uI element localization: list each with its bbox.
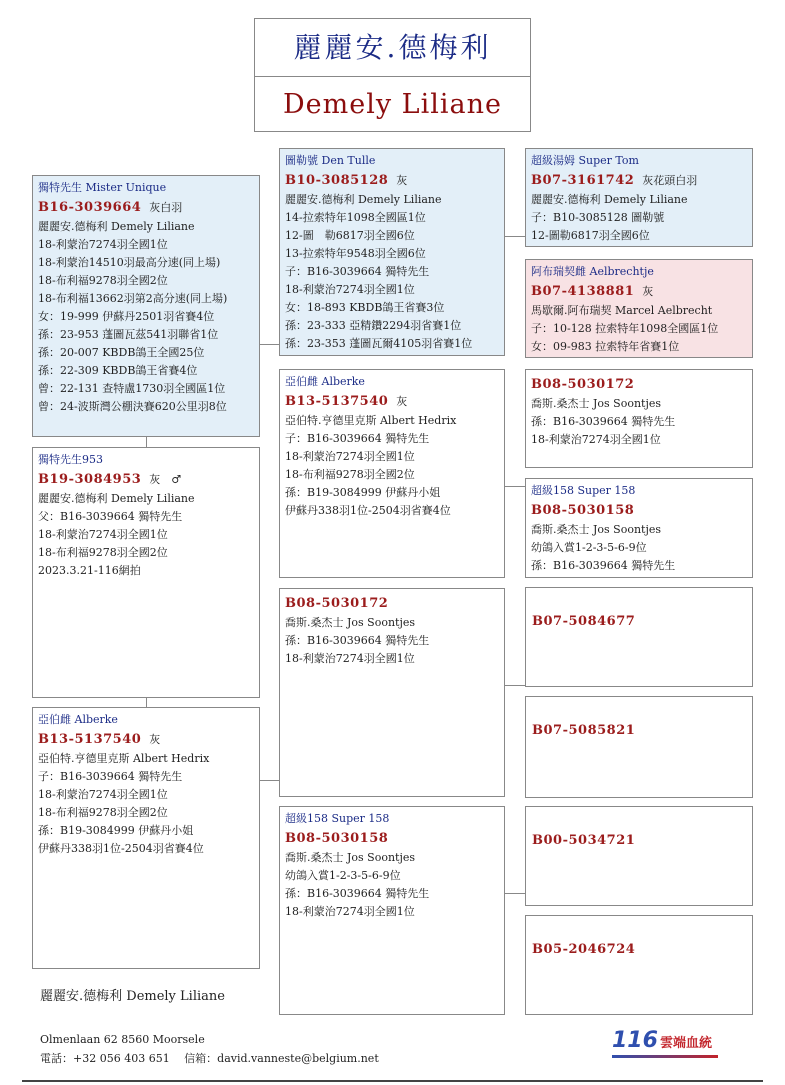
color-label: 灰	[396, 174, 408, 187]
title-english: Demely Liliane	[283, 89, 502, 120]
info-line: 麗麗安.德梅利 Demely Liliane	[285, 193, 442, 206]
pedigree-card-ssd[interactable]	[525, 259, 753, 358]
info-line: 18-布利福9278羽全國2位	[38, 806, 168, 819]
pedigree-card-dds[interactable]	[525, 806, 753, 906]
ring-number: B08-5030172	[285, 596, 389, 611]
ring-number: B07-5084677	[532, 614, 636, 629]
pedigree-title	[254, 18, 531, 132]
owner-contact: 電話：+32 056 403 651 信箱：david.vanneste@belgium.net	[40, 1052, 379, 1065]
info-line: 子：10-128 拉索特年1098全國區1位	[531, 322, 719, 335]
info-line: 子：B16-3039664 獨特先生	[285, 432, 430, 445]
info-line: 女：19-999 伊蘇丹2501羽省賽4位	[38, 310, 215, 323]
info-line: 18-利蒙治14510羽最高分速(同上場)	[38, 256, 221, 269]
logo-number: 116	[612, 1028, 658, 1053]
ring-number: B08-5030172	[531, 377, 635, 392]
ring-number: B08-5030158	[531, 503, 635, 518]
ring-number: B00-5034721	[532, 833, 636, 848]
info-line: 麗麗安.德梅利 Demely Liliane	[38, 220, 195, 233]
title-chinese: 麗麗安.德梅利	[255, 19, 530, 77]
color-label: 灰花頭白羽	[642, 174, 698, 187]
info-line: 18-利蒙治7274羽全國1位	[285, 450, 415, 463]
connector	[146, 698, 147, 707]
info-line: 喬斯.桑杰士 Jos Soontjes	[285, 616, 416, 629]
info-line: 幼鴿入賞1-2-3-5-6-9位	[285, 869, 401, 882]
owner-name: 麗麗安.德梅利 Demely Liliane	[40, 989, 225, 1004]
info-line: 父：B16-3039664 獨特先生	[38, 510, 183, 523]
info-line: 亞伯特.亨德里克斯 Albert Hedrix	[285, 414, 457, 427]
info-line: 女：18-893 KBDB鴿王省賽3位	[285, 301, 445, 314]
info-line: 喬斯.桑杰士 Jos Soontjes	[285, 851, 416, 864]
connector	[504, 685, 525, 686]
info-line: 亞伯特.亨德里克斯 Albert Hedrix	[38, 752, 210, 765]
pedigree-card-sds[interactable]	[525, 369, 753, 468]
info-line: 曾：24-波斯灣公棚決賽620公里羽8位	[38, 400, 227, 413]
info-line: 12-圖 勒6817羽全國6位	[285, 229, 415, 242]
info-line: 孫：23-333 亞精鑽2294羽省賽1位	[285, 319, 462, 332]
info-line: 喬斯.桑杰士 Jos Soontjes	[531, 523, 662, 536]
ring-number: B16-3039664	[38, 200, 142, 215]
info-line: 18-布利福9278羽全國2位	[38, 546, 168, 559]
info-line: 麗麗安.德梅利 Demely Liliane	[531, 193, 688, 206]
owner-address: Olmenlaan 62 8560 Moorsele	[40, 1033, 205, 1046]
ring-number: B10-3085128	[285, 173, 389, 188]
info-line: 孫：B19-3084999 伊蘇丹小姐	[38, 824, 194, 837]
info-line: 孫：B16-3039664 獨特先生	[531, 559, 676, 572]
info-line: 孫：20-007 KBDB鴿王全國25位	[38, 346, 205, 359]
pedigree-card-sire[interactable]	[32, 175, 260, 437]
pigeon-name: 獨特先生953	[38, 453, 103, 466]
connector	[504, 893, 525, 894]
info-line: 女：09-983 拉索特年省賽1位	[531, 340, 680, 353]
info-line: 子：B16-3039664 獨特先生	[285, 265, 430, 278]
pedigree-card-ddd[interactable]	[525, 915, 753, 1015]
info-line: 孫：22-309 KBDB鴿王省賽4位	[38, 364, 198, 377]
info-line: 喬斯.桑杰士 Jos Soontjes	[531, 397, 662, 410]
connector	[146, 437, 147, 447]
ring-number: B19-3084953	[38, 472, 142, 487]
info-line: 孫：23-953 蓬圖瓦茲541羽聯省1位	[38, 328, 219, 341]
info-line: 18-利蒙治7274羽全國1位	[38, 238, 168, 251]
pedigree-card-sire-dam[interactable]	[279, 369, 505, 578]
info-line: 曾：22-131 查特盧1730羽全國區1位	[38, 382, 226, 395]
info-line: 18-利蒙治7274羽全國1位	[38, 788, 168, 801]
info-line: 13-拉索特年9548羽全國6位	[285, 247, 426, 260]
pedigree-card-sdd[interactable]	[525, 478, 753, 578]
pedigree-card-dam[interactable]	[32, 707, 260, 969]
ring-number: B08-5030158	[285, 831, 389, 846]
pigeon-name: 超級158 Super 158	[285, 812, 390, 825]
info-line: 2023.3.21-116網拍	[38, 564, 141, 577]
info-line: 14-拉索特年1098全國區1位	[285, 211, 426, 224]
ring-number: B07-3161742	[531, 173, 635, 188]
logo-underline	[612, 1055, 718, 1058]
ring-number: B07-5085821	[532, 723, 636, 738]
color-label: 灰白羽	[149, 201, 183, 214]
connector	[504, 486, 525, 487]
pedigree-card-dam-sire[interactable]	[279, 588, 505, 797]
connector	[260, 780, 280, 781]
info-line: 18-布利福9278羽全國2位	[285, 468, 415, 481]
info-line: 幼鴿入賞1-2-3-5-6-9位	[531, 541, 647, 554]
pigeon-name: 超級湯姆 Super Tom	[531, 154, 639, 167]
info-line: 伊蘇丹338羽1位-2504羽省賽4位	[38, 842, 204, 855]
color-label: 灰	[642, 285, 654, 298]
info-line: 18-利蒙治7274羽全國1位	[285, 283, 415, 296]
info-line: 孫：B16-3039664 獨特先生	[285, 887, 430, 900]
pigeon-name: 阿布瑞契雌 Aelbrechtje	[531, 265, 654, 278]
info-line: 18-利蒙治7274羽全國1位	[38, 528, 168, 541]
connector	[260, 344, 280, 345]
info-line: 12-圖勒6817羽全國6位	[531, 229, 650, 242]
info-line: 18-布利福9278羽全國2位	[38, 274, 168, 287]
pigeon-name: 圖勒號 Den Tulle	[285, 154, 376, 167]
pedigree-card-subject[interactable]	[32, 447, 260, 698]
pigeon-name: 亞伯雌 Alberke	[38, 713, 118, 726]
color-sex-label: 灰 ♂	[149, 473, 182, 486]
info-line: 孫：B16-3039664 獨特先生	[531, 415, 676, 428]
info-line: 18-利蒙治7274羽全國1位	[285, 905, 415, 918]
connector	[504, 236, 525, 237]
ring-number: B07-4138881	[531, 284, 635, 299]
pigeon-name: 獨特先生 Mister Unique	[38, 181, 167, 194]
pedigree-card-sire-sire[interactable]	[279, 148, 505, 356]
pedigree-card-dsd[interactable]	[525, 696, 753, 798]
info-line: 伊蘇丹338羽1位-2504羽省賽4位	[285, 504, 451, 517]
info-line: 子：B10-3085128 圖勒號	[531, 211, 665, 224]
logo-text: 雲端血統	[659, 1036, 712, 1051]
pedigree-card-dam-dam[interactable]	[279, 806, 505, 1015]
info-line: 18-利蒙治7274羽全國1位	[285, 652, 415, 665]
ring-number: B05-2046724	[532, 942, 636, 957]
info-line: 18-利蒙治7274羽全國1位	[531, 433, 661, 446]
pigeon-name: 超級158 Super 158	[531, 484, 636, 497]
bottom-divider	[22, 1080, 763, 1082]
info-line: 子：B16-3039664 獨特先生	[38, 770, 183, 783]
pigeon-name: 亞伯雌 Alberke	[285, 375, 365, 388]
info-line: 馬歇爾.阿布瑞契 Marcel Aelbrecht	[531, 304, 713, 317]
info-line: 18-布利福13662羽第2高分速(同上場)	[38, 292, 228, 305]
pedigree-card-sss[interactable]	[525, 148, 753, 247]
color-label: 灰	[149, 733, 161, 746]
info-line: 孫：B16-3039664 獨特先生	[285, 634, 430, 647]
pedigree-card-dss[interactable]	[525, 587, 753, 687]
info-line: 孫：23-353 蓬圖瓦爾4105羽省賽1位	[285, 337, 473, 350]
ring-number: B13-5137540	[285, 394, 389, 409]
info-line: 麗麗安.德梅利 Demely Liliane	[38, 492, 195, 505]
info-line: 孫：B19-3084999 伊蘇丹小姐	[285, 486, 441, 499]
color-label: 灰	[396, 395, 408, 408]
brand-logo[interactable]	[612, 1028, 712, 1056]
ring-number: B13-5137540	[38, 732, 142, 747]
